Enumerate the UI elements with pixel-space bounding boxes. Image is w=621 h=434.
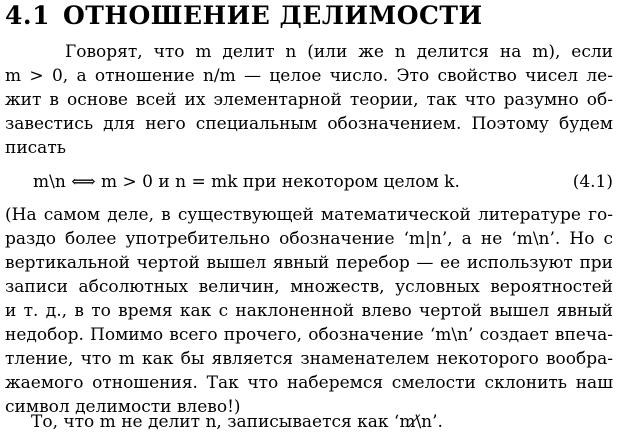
text-line: и т. д., в то время как с наклоненной влево чертой вышел явный [5, 301, 613, 321]
formula-expression: m\n ⟺ m > 0 и n = mk при некотором целом k. [33, 172, 460, 192]
equation-number: (4.1) [572, 172, 613, 192]
text-line: писать [5, 138, 66, 158]
text-line: раздо более употребительно обозначение ‘m|n’, а не ‘m\n’. Но с [5, 229, 613, 249]
text-line: (На самом деле, в существующей математической литературе го- [5, 205, 613, 225]
section-title: ОТНОШЕНИЕ ДЕЛИМОСТИ [63, 1, 483, 30]
text-line: Говорят, что m делит n (или же n делится на m), если [65, 42, 613, 62]
text-line: m > 0, а отношение n/m — целое число. Это свойство чисел ле- [5, 66, 613, 86]
text-line: тление, что m как бы является знаменателем некоторого вообра- [5, 349, 613, 369]
section-number: 4.1 [5, 1, 50, 30]
text-line: символ делимости влево!) [5, 397, 241, 417]
text-line: записи абсолютных величин, множеств, условных вероятностей [5, 277, 613, 297]
text-line: То, что m не делит n, записывается как ‘m\̸n’. [31, 412, 443, 432]
text-line: жит в основе всей их элементарной теории, так что разумно об- [5, 90, 613, 110]
section-heading [5, 0, 483, 32]
text-line: завестись для него специальным обозначением. Поэтому будем [5, 114, 613, 134]
text-line: недобор. Помимо всего прочего, обозначение ‘m\n’ создает впеча- [5, 325, 613, 345]
display-formula [5, 170, 613, 194]
text-line: вертикальной чертой вышел явный перебор — ее используют при [5, 253, 613, 273]
text-line: жаемого отношения. Так что наберемся смелости склонить наш [5, 373, 613, 393]
